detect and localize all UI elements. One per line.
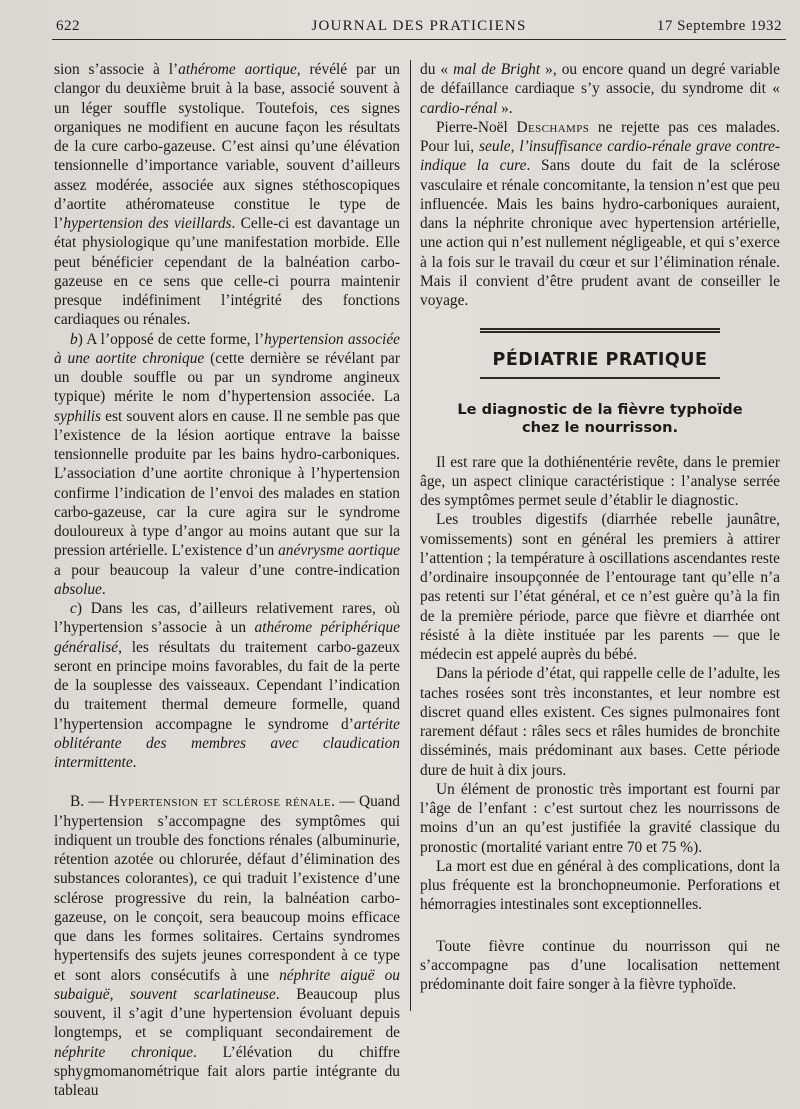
paragraph-intro: Il est rare que la dothiénentérie revête, dans le premier âge, un aspect clinique caractéristique : l’analyse serrée des symptômes permet seule d’établir le diagnostic. <box>420 453 780 509</box>
column-divider <box>410 60 411 1011</box>
issue-date: 17 Septembre 1932 <box>656 18 782 34</box>
text-run: a pour beaucoup la valeur d’une contre-indication <box>54 561 400 579</box>
italic-term: anévrysme aortique <box>278 542 400 560</box>
text-run: . Sans doute du fait de la sclérose vasculaire et rénale concomitante, la tension n’est que peu influencée. Mais les bains hydro-carboniques auraient, dans la néphrite chronique avec hypertension artérielle, une action qui n’est nullement négligeable, et qui s’exerce à la fois sur le travail du cœur et sur l’élimination rénale. Mais il convient d’être prudent avant de conseiller le voyage. <box>420 157 780 309</box>
subsection-heading: Hypertension et sclérose rénale <box>108 793 332 811</box>
section-letter: B. — <box>70 793 109 811</box>
text-run: . Beaucoup plus souvent, il s’agit d’une hypertension évoluant depuis longtemps, et se compliquant secondairement de <box>54 985 400 1042</box>
text-run: Pierre-Noël <box>436 118 517 136</box>
right-column <box>420 60 780 994</box>
italic-term: athérome aortique <box>178 61 297 78</box>
text-run: . <box>101 580 106 598</box>
italic-term: hypertension associée à une aortite chronique <box>54 330 400 367</box>
text-run: du « <box>420 61 454 78</box>
section-title: PÉDIATRIE PRATIQUE <box>492 350 708 371</box>
italic-term: seule, l’insuffisance cardio-rénale grave contre-indique la cure <box>420 138 780 175</box>
italic-term: cardio-rénal <box>420 99 498 117</box>
section-title-rule <box>480 377 720 379</box>
text-run: . — Quand l’hypertension s’accompagne des symptômes qui indiquent un trouble des fonctions rénales (albuminurie, rétention azotée ou chlorurée, défaut d’élimination des substances colorantes), ce qui traduit l’existence d’une sclérose progressive du rein, la balnéation carbo-gazeuse, on le conçoit, sera beaucoup moins efficace que dans les formes solitaires. Certains syndromes hypertensifs des sujets jeunes correspondent à ce type et sont alors consécutifs à une <box>54 793 401 984</box>
page-number: 622 <box>56 18 80 34</box>
text-run: ) Dans les cas, d’ailleurs relativement rares, où l’hypertension s’associe à un <box>54 600 400 637</box>
article-title-line-1: Le diagnostic de la fièvre typhoïde <box>457 400 743 418</box>
running-header <box>56 14 782 36</box>
text-run: », ou encore quand un degré variable de défaillance cardiaque s’y associe, du syndrome dit « <box>420 61 780 98</box>
text-run: . <box>132 754 137 771</box>
author-name: Deschamps <box>516 118 590 136</box>
text-run: ne rejette pas ces malades. Pour lui, <box>420 118 781 155</box>
paragraph-b-sclerose-renale <box>54 792 400 1100</box>
paragraph-deschamps <box>420 118 780 311</box>
text-run: est souvent alors en cause. Il ne semble pas que l’existence de la lésion aortique entrave la baisse tensionnelle produite par les bains hydro-carboniques. L’association d’une aortite chronique à l’hypertension confirme l’indication de l’envoi des malades en station carbo-gazeuse, car la cure agira sur le syndrome douloureux à type d’angor au moins autant que sur la pression artérielle. L’existence d’un <box>54 407 400 560</box>
paragraph-pronostic: Un élément de pronostic très important est fourni par l’âge de l’enfant : c’est surtout chez les nourrissons de moins d’un an qu’est justifiée la gravité classique du pronostic (mortalité variant entre 70 et 75 %). <box>420 780 780 856</box>
item-letter: c <box>70 600 77 617</box>
paragraph-troubles-digestifs: Les troubles digestifs (diarrhée rebelle jaunâtre, vomissements) sont en général les premiers à attirer l’attention ; la température à oscillations ascendantes reste d’ordinaire insoupçonnée de l’entourage tant qu’elle n’a pas retenti sur l’état général, et ce n’est guère qu’à la fin de la première période, parce que fièvre et diarrhée ont résisté à la diète instituée par les parents — que le médecin est appelé auprès du bébé. <box>420 511 780 663</box>
text-run: ) A l’opposé de cette forme, l’ <box>77 330 265 348</box>
italic-term: hypertension des vieillards <box>63 215 232 232</box>
text-run: . L’élévation du chiffre sphygmomanométrique fait alors partie intégrante du tableau <box>54 1043 400 1099</box>
left-column <box>54 60 400 1100</box>
section-separator <box>480 328 720 333</box>
italic-term: néphrite aiguë ou subaiguë, souvent scarlatineuse <box>54 966 400 1003</box>
italic-term: artérite oblitérante des membres avec claudication intermittente <box>54 715 400 771</box>
paragraph-periode-etat: Dans la période d’état, qui rappelle celle de l’adulte, les taches rosées sont très inconstantes, et leur nombre est discret quand elles existent. Ces signes pulmonaires font rarement défaut : râles secs et râles humides de bronchite disséminés, mais prédominant aux bases. Cette période dure de huit à dix jours. <box>420 665 780 779</box>
italic-term: mal de Bright <box>453 61 541 78</box>
text-run: , révélé par un clangor du deuxième bruit à la base, associé souvent à un léger souffle systolique. Toutefois, ces signes organiques ne modifient en aucune façon les résultats de la cure carbo-gazeuse. C’est ainsi qu’une élévation tensionnelle d’importance variable, souvent d’ailleurs assez modérée, associée aux signes stéthoscopiques d’aortite athéromateuse constitue le type de l’ <box>54 61 400 232</box>
article-title-line-2: chez le nourrisson. <box>521 418 679 436</box>
item-letter: b <box>70 330 78 348</box>
italic-term: néphrite chronique <box>54 1043 193 1061</box>
article-title <box>420 401 780 437</box>
header-rule <box>52 39 786 40</box>
paragraph-b-aortite <box>54 330 400 600</box>
paragraph-mort: La mort est due en général à des complications, dont la plus fréquente est la bronchopneumonie. Perforations et hémorragies intestinales sont exceptionnelles. <box>420 857 780 914</box>
journal-title: JOURNAL DES PRATICIENS <box>311 18 527 34</box>
text-run: . Celle-ci est davantage un état physiologique qu’une manifestation morbide. Elle peut bénéficier cependant de la balnéation carbo-gazeuse en ce sens que celle-ci pourra maintenir presque indéfiniment l’intégrité des fonctions cardiaques ou rénales. <box>54 215 400 329</box>
italic-term: athérome périphérique généralisé <box>54 619 401 656</box>
paragraph-conclusion: Toute fièvre continue du nourrisson qui ne s’accompagne pas d’une localisation nettement prédominante doit faire songer à la fièvre typhoïde. <box>420 937 780 993</box>
text-run: sion s’associe à l’ <box>54 61 179 78</box>
paragraph-atherome <box>54 60 400 330</box>
paragraph-c-atherome-peripherique <box>54 599 400 772</box>
paragraph-mal-de-bright <box>420 60 780 118</box>
italic-term: syphilis <box>54 407 102 425</box>
text-run: (cette dernière se révélant par un double souffle ou par un syndrome angineux typique) mérite le nom d’hypertension associée. La <box>54 349 400 406</box>
italic-term: absolue <box>54 580 102 598</box>
text-run: , les résultats du traitement carbo-gazeux seront en principe moins favorables, du fait de la perte de la souplesse des vaisseaux. Cependant l’indication du traitement thermal demeure formelle, quand l’hypertension accompagne le syndrome d’ <box>54 638 400 733</box>
text-run: ». <box>497 99 513 117</box>
